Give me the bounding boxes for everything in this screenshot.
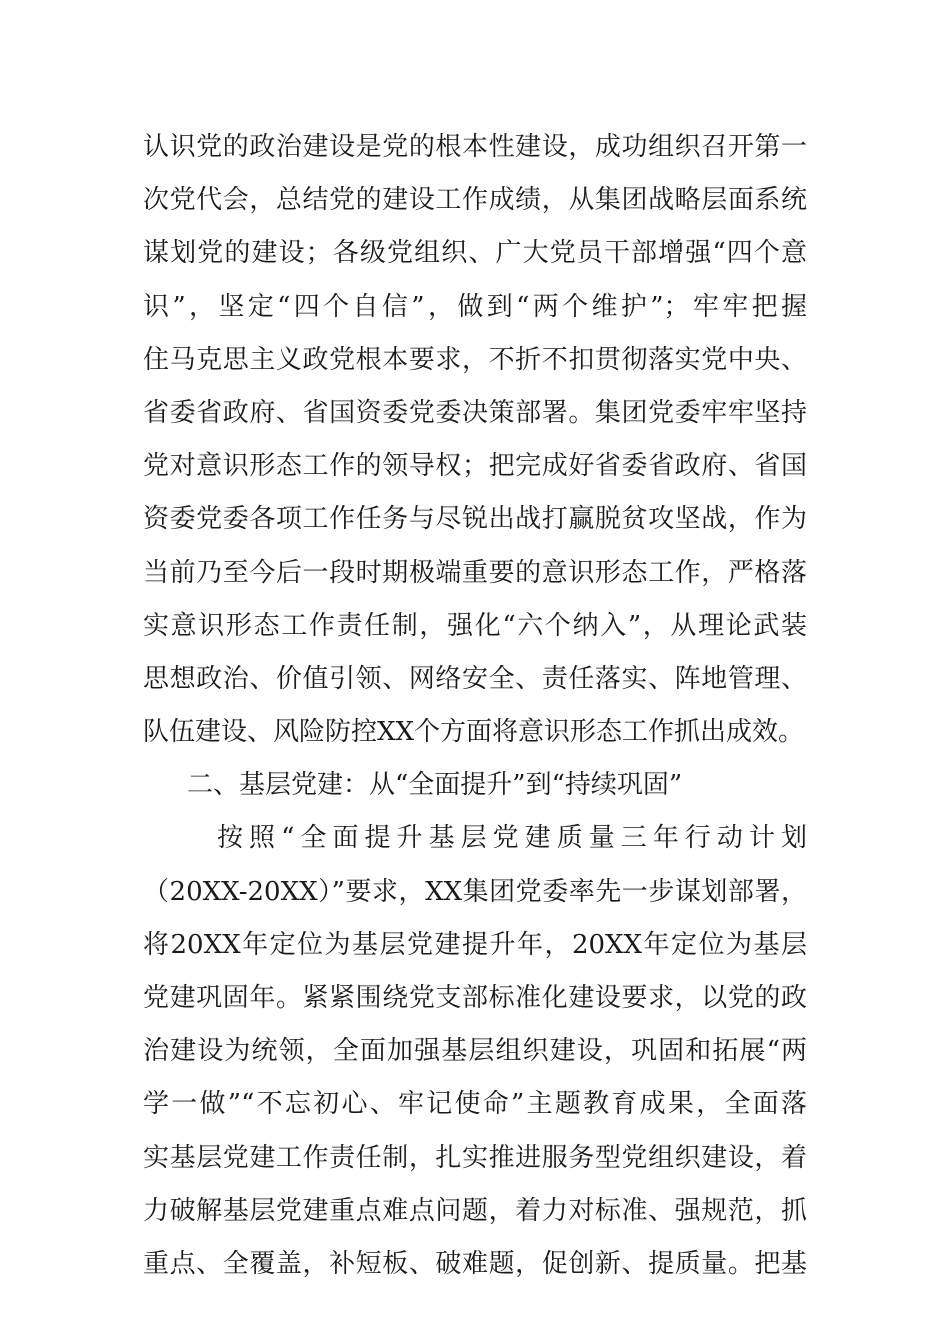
document-body	[143, 127, 807, 1297]
text-line: 次党代会，总结党的建设工作成绩，从集团战略层面系统	[143, 185, 807, 216]
text-line: 学一做”“不忘初心、牢记使命”主题教育成果，全面落	[143, 1089, 807, 1120]
text-line: 治建设为统领，全面加强基层组织建设，巩固和拓展“两	[143, 1036, 807, 1067]
text-line: 力破解基层党建重点难点问题，着力对标准、强规范，抓	[143, 1195, 807, 1226]
text-line: 实基层党建工作责任制，扎实推进服务型党组织建设，着	[143, 1142, 807, 1173]
section-heading: 二、基层党建：从“全面提升”到“持续巩固”	[187, 770, 683, 801]
text-line: 党建巩固年。紧紧围绕党支部标准化建设要求，以党的政	[143, 983, 807, 1013]
text-line: 队伍建设、风险防控XX个方面将意识形态工作抓出成效。	[143, 717, 805, 748]
text-line: 资委党委各项工作任务与尽锐出战打赢脱贫攻坚战，作为	[143, 504, 807, 535]
text-line: 当前乃至今后一段时期极端重要的意识形态工作，严格落	[143, 557, 807, 588]
text-line: 谋划党的建设；各级党组织、广大党员干部增强“四个意	[143, 238, 807, 269]
text-line: 党对意识形态工作的领导权；把完成好省委省政府、省国	[143, 451, 807, 482]
text-line: 实意识形态工作责任制，强化“六个纳入”，从理论武装	[143, 610, 807, 641]
text-line: 认识党的政治建设是党的根本性建设，成功组织召开第一	[143, 132, 807, 162]
text-line: 重点、全覆盖，补短板、破难题，促创新、提质量。把基	[143, 1248, 807, 1279]
text-line: （20XX-20XX）”要求，XX集团党委率先一步谋划部署，	[143, 876, 807, 907]
text-line: 思想政治、价值引领、网络安全、责任落实、阵地管理、	[143, 663, 807, 694]
text-line: 将20XX年定位为基层党建提升年，20XX年定位为基层	[143, 929, 807, 960]
text-line: 省委省政府、省国资委党委决策部署。集团党委牢牢坚持	[143, 397, 807, 428]
text-line: 住马克思主义政党根本要求，不折不扣贯彻落实党中央、	[143, 344, 807, 375]
paragraph-first-line: 按照“全面提升基层党建质量三年行动计划	[217, 823, 807, 854]
text-line: 识”，坚定“四个自信”，做到“两个维护”；牢牢把握	[143, 291, 807, 322]
